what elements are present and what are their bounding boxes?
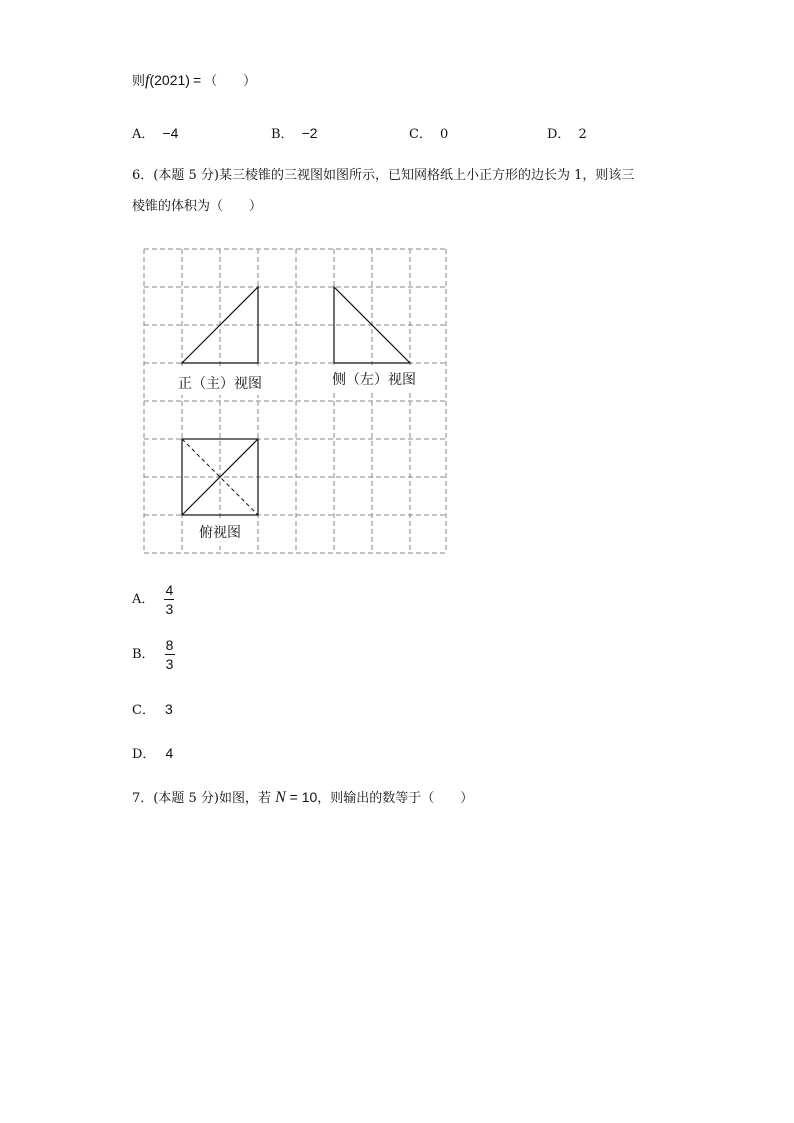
q6-stem-line1: 6．(本题 5 分)某三棱锥的三视图如图所示，已知网格纸上小正方形的边长为 1，则该三 <box>132 168 635 183</box>
fraction-denominator: 3 <box>165 656 174 672</box>
option-value: 3 <box>164 701 173 717</box>
fraction-numerator: 8 <box>165 637 174 653</box>
fraction-numerator: 4 <box>165 582 174 598</box>
q5-func: f <box>145 72 150 89</box>
q6-option-d <box>132 743 173 762</box>
option-label: B． <box>271 127 294 142</box>
option-label: B． <box>132 647 155 662</box>
q5-arg: (2021) <box>149 72 190 88</box>
option-label: C． <box>409 127 432 142</box>
fraction <box>165 637 175 672</box>
q7-prefix: 7．(本题 5 分)如图，若 <box>132 791 276 806</box>
top-view-label: 俯视图 <box>199 525 241 541</box>
q7-var: N <box>275 789 286 806</box>
option-value: 0 <box>439 127 449 142</box>
q7-stem <box>132 787 473 807</box>
q5-option-d <box>547 123 587 142</box>
three-view-figure <box>140 245 452 557</box>
option-value: −4 <box>162 125 179 141</box>
option-value: 2 <box>578 127 587 142</box>
q6-option-c <box>132 699 173 718</box>
q5-option-a <box>132 123 178 142</box>
option-value: −2 <box>301 125 318 141</box>
q5-option-c <box>409 123 448 142</box>
fraction <box>164 582 174 617</box>
q5-option-b <box>271 123 318 142</box>
q6-stem-line2: 棱锥的体积为（ ） <box>132 199 263 214</box>
q6-option-b <box>132 637 175 672</box>
option-label: A． <box>132 592 155 607</box>
fraction-denominator: 3 <box>165 601 174 617</box>
option-label: D． <box>132 747 156 762</box>
option-label: C． <box>132 703 155 718</box>
q7-eq: = 10 <box>285 789 318 805</box>
q5-tail-line <box>132 70 256 90</box>
q7-suffix: ，则输出的数等于（ ） <box>317 791 474 806</box>
option-value: 4 <box>165 745 174 761</box>
option-label: D． <box>547 127 571 142</box>
option-label: A． <box>132 127 155 142</box>
front-view-label: 正（主）视图 <box>178 376 262 392</box>
q5-blank: （ ） <box>204 74 257 89</box>
q5-prefix: 则 <box>132 74 146 89</box>
q6-option-a <box>132 582 174 617</box>
q5-eq: = <box>192 72 202 88</box>
side-view-label: 侧（左）视图 <box>332 372 416 388</box>
fraction-bar <box>165 654 175 655</box>
fraction-bar <box>164 599 174 600</box>
